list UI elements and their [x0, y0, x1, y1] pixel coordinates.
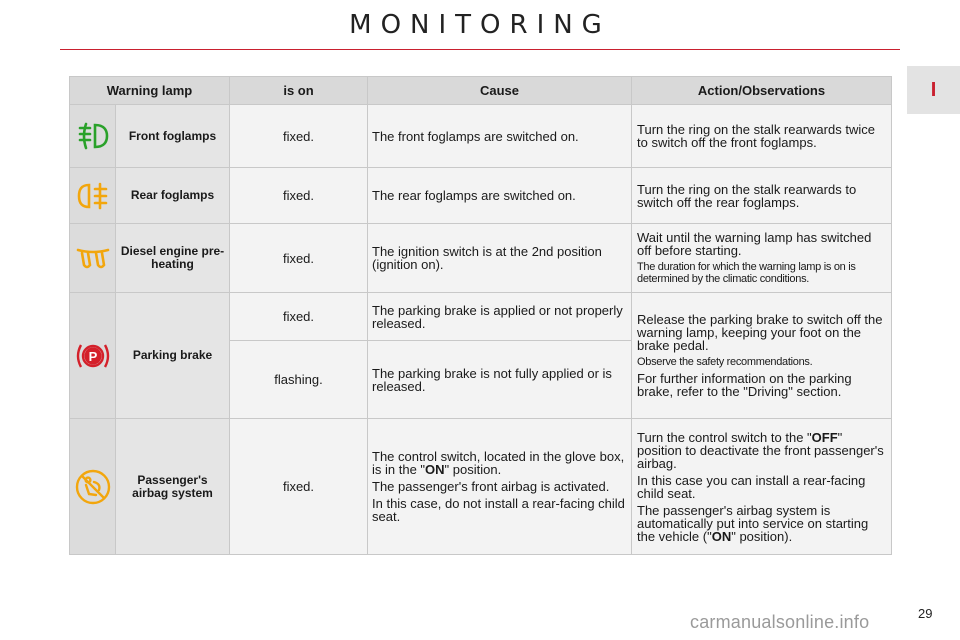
lamp-cause: The control switch, located in the glove box, is in the "ON" position. The passenger's front airbag is activated. In this case, do not install a rear-facing child seat.	[368, 419, 632, 555]
lamp-state: fixed.	[230, 224, 368, 293]
lamp-state: fixed.	[230, 419, 368, 555]
page-number: 29	[918, 606, 933, 621]
lamp-name: Front foglamps	[116, 105, 230, 168]
header-warning-lamp: Warning lamp	[70, 77, 230, 105]
lamp-cause: The ignition switch is at the 2nd position (ignition on).	[368, 224, 632, 293]
header-action: Action/Observations	[632, 77, 892, 105]
lamp-cause: The front foglamps are switched on.	[368, 105, 632, 168]
diesel-preheating-icon	[75, 245, 111, 271]
table-row-front-foglamps	[70, 105, 892, 168]
rear-foglamp-icon	[77, 181, 109, 211]
table-header-row	[70, 77, 892, 105]
lamp-action: Turn the ring on the stalk rearwards twice to switch off the front foglamps.	[632, 105, 892, 168]
lamp-name: Parking brake	[116, 293, 230, 419]
header-cause: Cause	[368, 77, 632, 105]
lamp-state: fixed.	[230, 105, 368, 168]
table-row-rear-foglamps	[70, 168, 892, 224]
lamp-cause: The rear foglamps are switched on.	[368, 168, 632, 224]
front-foglamp-icon	[76, 121, 110, 151]
title-divider	[60, 49, 900, 50]
section-tab[interactable]: I	[907, 66, 960, 114]
lamp-name: Passenger's airbag system	[116, 419, 230, 555]
parking-brake-icon	[73, 340, 113, 372]
lamp-action: Release the parking brake to switch off the warning lamp, keeping your foot on the brake pedal. Observe the safety recommendations. For further information on the parking brake, refer to the "Driving" section.	[632, 293, 892, 419]
table-row-passenger-airbag	[70, 419, 892, 555]
lamp-action: Turn the ring on the stalk rearwards to switch off the rear foglamps.	[632, 168, 892, 224]
lamp-action: Turn the control switch to the "OFF" position to deactivate the front passenger's airbag. In this case you can install a rear-facing child seat. The passenger's airbag system is automatically put into service on starting the vehicle ("ON" position).	[632, 419, 892, 555]
watermark: carmanualsonline.info	[690, 612, 870, 632]
lamp-state: fixed.	[230, 293, 368, 341]
warning-lamp-table	[69, 76, 892, 555]
lamp-cause: The parking brake is not fully applied or is released.	[368, 341, 632, 419]
lamp-cause: The parking brake is applied or not properly released.	[368, 293, 632, 341]
table-row-parking-brake	[70, 293, 892, 341]
header-is-on: is on	[230, 77, 368, 105]
page-title: MONITORING	[349, 10, 611, 40]
passenger-airbag-off-icon	[74, 468, 112, 506]
svg-text:P: P	[88, 348, 97, 364]
lamp-action: Wait until the warning lamp has switched off before starting. The duration for which the warning lamp is on is determined by the climatic conditions.	[632, 224, 892, 293]
lamp-state: fixed.	[230, 168, 368, 224]
lamp-state: flashing.	[230, 341, 368, 419]
lamp-name: Rear foglamps	[116, 168, 230, 224]
lamp-name: Diesel engine pre-heating	[116, 224, 230, 293]
table-row-diesel-preheating	[70, 224, 892, 293]
